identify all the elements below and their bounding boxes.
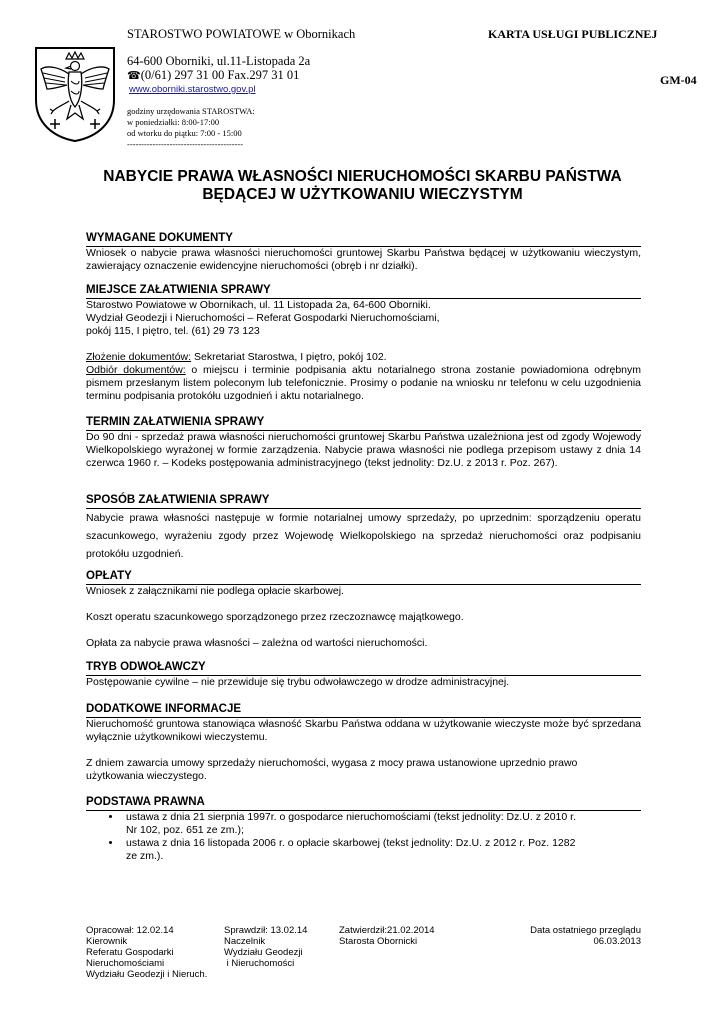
card-title: KARTA USŁUGI PUBLICZNEJ: [488, 27, 658, 41]
section-heading: DODATKOWE INFORMACJE: [86, 703, 641, 718]
website-link[interactable]: www.oborniki.starostwo.gov.pl: [129, 84, 256, 95]
telephone-icon: ☎: [127, 70, 141, 82]
title-line-2: BĘDĄCEJ W UŻYTKOWANIU WIECZYSTYM: [202, 186, 523, 203]
legal-list: [86, 811, 641, 863]
footer-checked: [224, 925, 307, 969]
list-item: [122, 837, 641, 863]
additional-paragraph-2-line-2: użytkowania wieczystego.: [86, 770, 207, 782]
submission-label: Złożenie dokumentów:: [86, 351, 192, 363]
footer-checked-line: Sprawdził: 13.02.14: [224, 925, 308, 936]
section-fees: [86, 570, 641, 650]
office-name: STAROSTWO POWIATOWE w Obornikach: [127, 27, 356, 41]
hours-rule: -----------------------------------------: [127, 139, 244, 149]
section-text: Postępowanie cywilne – nie przewiduje się trybu odwoławczego w drodze administracyjnej.: [86, 676, 510, 688]
section-heading: OPŁATY: [86, 570, 641, 585]
submission-text: Sekretariat Starostwa, I piętro, pokój 102.: [191, 351, 387, 363]
section-heading: SPOSÓB ZAŁATWIENIA SPRAWY: [86, 494, 641, 509]
footer-checked-line: Naczelnik: [224, 936, 266, 947]
office-address: 64-600 Oborniki, ul.11-Listopada 2a: [127, 54, 311, 68]
footer-review: [506, 925, 641, 947]
phone-number: (0/61) 297 31 00 Fax.297 31 01: [140, 68, 300, 82]
footer-review-date: 06.03.2013: [593, 936, 641, 947]
page-title: [60, 168, 665, 204]
legal-item-2-line-2: ze zm.).: [126, 850, 164, 862]
section-text: Nabycie prawa własności następuje w formie notarialnej umowy sprzedaży, po uprzednim: sporządzeniu operatu szacunkowego, wyrażeniu zgody przez Wojewodę Wielkopolskiego na sprzedaż nieruchomości oraz podpisaniu protokółu uzgodnień.: [86, 512, 641, 560]
hours-title: godziny urzędowania STAROSTWA:: [127, 106, 255, 116]
section-heading: TERMIN ZAŁATWIENIA SPRAWY: [86, 416, 641, 431]
place-line-1: Starostwo Powiatowe w Obornikach, ul. 11 Listopada 2a, 64-600 Oborniki.: [86, 299, 431, 311]
collection-label: Odbiór dokumentów:: [86, 364, 186, 376]
footer-prepared-line: Nieruchomościami: [86, 958, 165, 969]
fees-line-1: Wniosek z załącznikami nie podlega opłacie skarbowej.: [86, 585, 344, 597]
form-code: GM-04: [660, 73, 697, 87]
collection-info: [86, 364, 641, 403]
section-heading: MIEJSCE ZAŁATWIENIA SPRAWY: [86, 284, 641, 299]
section-heading: TRYB ODWOŁAWCZY: [86, 661, 641, 676]
additional-paragraph-2-line-1: Z dniem zawarcia umowy sprzedaży nieruchomości, wygasa z mocy prawa ustanowione uprzednio prawo: [86, 757, 578, 769]
footer-prepared: [86, 925, 207, 980]
hours-tuesday-friday: od wtorku do piątku: 7:00 - 15:00: [127, 128, 242, 138]
footer-prepared-line: Kierownik: [86, 936, 128, 947]
legal-item-1-line-2: Nr 102, poz. 651 ze zm.);: [126, 824, 244, 836]
section-required-documents: [86, 232, 641, 273]
footer-checked-line: i Nieruchomości: [224, 958, 295, 969]
coat-of-arms-logo: [33, 45, 117, 143]
footer-approved: [339, 925, 435, 947]
section-place: [86, 284, 641, 403]
legal-item-1-line-1: ustawa z dnia 21 sierpnia 1997r. o gospodarce nieruchomościami (tekst jednolity: Dz.U. z 2010 r.: [126, 811, 576, 823]
hours-monday: w poniedziałki: 8:00-17:00: [127, 117, 220, 127]
section-legal-basis: [86, 796, 641, 863]
footer-checked-line: Wydziału Geodezji: [224, 947, 303, 958]
legal-item-2-line-1: ustawa z dnia 16 listopada 2006 r. o opłacie skarbowej (tekst jednolity: Dz.U. z 2012 r. Poz. 1282: [126, 837, 576, 849]
section-method: [86, 494, 641, 563]
footer-prepared-line: Wydziału Geodezji i Nieruch.: [86, 969, 208, 980]
place-line-3: pokój 115, I piętro, tel. (61) 29 73 123: [86, 325, 260, 337]
list-item: [122, 811, 641, 837]
section-additional-info: [86, 703, 641, 783]
fees-line-3: Opłata za nabycie prawa własności – zależna od wartości nieruchomości.: [86, 637, 428, 649]
footer-approved-line: Starosta Obornicki: [339, 936, 418, 947]
section-appeal: [86, 661, 641, 689]
office-hours: [127, 106, 255, 150]
fees-line-2: Koszt operatu szacunkowego sporządzonego przez rzeczoznawcę majątkowego.: [86, 611, 464, 623]
section-deadline: [86, 416, 641, 470]
section-text: Wniosek o nabycie prawa własności nieruchomości gruntowej Skarbu Państwa będącej w użytkowaniu wieczystym, zawierający oznaczenie ewidencyjne nieruchomości (obręb i nr działki).: [86, 247, 641, 272]
title-line-1: NABYCIE PRAWA WŁASNOŚCI NIERUCHOMOŚCI SKARBU PAŃSTWA: [103, 168, 622, 185]
footer-approved-line: Zatwierdził:21.02.2014: [339, 925, 435, 936]
footer-review-line: Data ostatniego przeglądu: [530, 925, 641, 936]
place-line-2: Wydział Geodezji i Nieruchomości – Referat Gospodarki Nieruchomościami,: [86, 312, 440, 324]
section-text: Do 90 dni - sprzedaż prawa własności nieruchomości gruntowej Skarbu Państwa uzależniona jest od zgody Wojewody Wielkopolskiego wyrażonej w formie zarządzenia. Nabycie prawa własności nie podlega przepisom ustawy z dnia 14 czerwca 1960 r. – Kodeks postępowania administracyjnego (tekst jednolity: Dz.U. z 2013 r. Poz. 267).: [86, 431, 641, 469]
section-heading: PODSTAWA PRAWNA: [86, 796, 641, 811]
footer-prepared-line: Referatu Gospodarki: [86, 947, 174, 958]
submission-info: [86, 351, 641, 364]
collection-text: o miejscu i terminie podpisania aktu notarialnego strona zostanie powiadomiona odrębnym pismem przesłanym listem poleconym lub telefonicznie. Prosimy o podanie na wniosku nr telefonu w celu uzgodnienia terminu podpisania protokółu uzgodnień i aktu notarialnego.: [86, 364, 641, 402]
additional-paragraph-1: Nieruchomość gruntowa stanowiąca własność Skarbu Państwa oddana w użytkowanie wieczyste może być sprzedana wyłącznie użytkownikowi wieczystemu.: [86, 718, 641, 743]
footer-prepared-line: Opracował: 12.02.14: [86, 925, 174, 936]
office-phone: [127, 68, 299, 83]
section-heading: WYMAGANE DOKUMENTY: [86, 232, 641, 247]
